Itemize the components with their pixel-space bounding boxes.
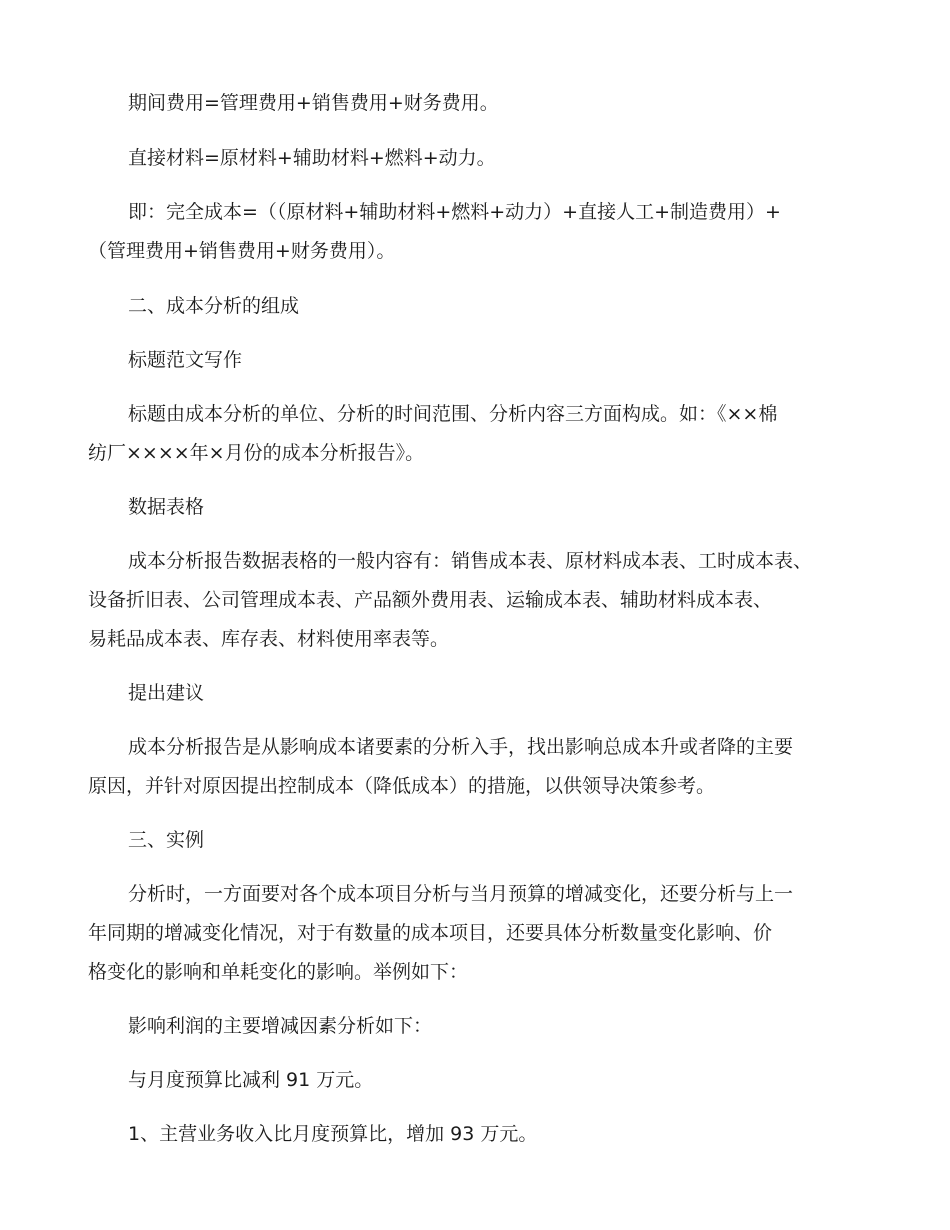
paragraph-title-line-1: 标题由成本分析的单位、分析的时间范围、分析内容三方面构成。如：《××棉 bbox=[128, 403, 778, 425]
subheading-data-tables: 数据表格 bbox=[128, 496, 205, 518]
section-heading-composition: 二、成本分析的组成 bbox=[128, 295, 300, 317]
paragraph-budget-comparison: 与月度预算比减利 91 万元。 bbox=[128, 1069, 374, 1091]
formula-direct-material: 直接材料=原材料+辅助材料+燃料+动力。 bbox=[128, 147, 496, 169]
paragraph-profit-factors: 影响利润的主要增减因素分析如下： bbox=[128, 1015, 433, 1037]
paragraph-suggestions-line-1: 成本分析报告是从影响成本诸要素的分析入手，找出影响总成本升或者降的主要 bbox=[128, 736, 794, 758]
paragraph-tables-line-3: 易耗品成本表、库存表、材料使用率表等。 bbox=[88, 628, 450, 650]
paragraph-analysis-line-3: 格变化的影响和单耗变化的影响。举例如下： bbox=[88, 961, 469, 983]
subheading-suggestions: 提出建议 bbox=[128, 682, 205, 704]
paragraph-revenue-item: 1、主营业务收入比月度预算比，增加 93 万元。 bbox=[128, 1123, 538, 1145]
paragraph-tables-line-2: 设备折旧表、公司管理成本表、产品额外费用表、运输成本表、辅助材料成本表、 bbox=[88, 589, 773, 611]
section-heading-example: 三、实例 bbox=[128, 829, 205, 851]
formula-full-cost-line-2: （管理费用+销售费用+财务费用）。 bbox=[88, 240, 396, 262]
subheading-title-writing: 标题范文写作 bbox=[128, 349, 243, 371]
formula-full-cost-line-1: 即：完全成本=（（原材料+辅助材料+燃料+动力）+直接人工+制造费用）+ bbox=[128, 201, 781, 223]
formula-period-expense: 期间费用=管理费用+销售费用+财务费用。 bbox=[128, 92, 499, 114]
paragraph-tables-line-1: 成本分析报告数据表格的一般内容有：销售成本表、原材料成本表、工时成本表、 bbox=[128, 550, 813, 572]
paragraph-analysis-line-1: 分析时，一方面要对各个成本项目分析与当月预算的增减变化，还要分析与上一 bbox=[128, 883, 794, 905]
paragraph-suggestions-line-2: 原因，并针对原因提出控制成本（降低成本）的措施，以供领导决策参考。 bbox=[88, 775, 716, 797]
paragraph-analysis-line-2: 年同期的增减变化情况，对于有数量的成本项目，还要具体分析数量变化影响、价 bbox=[88, 922, 773, 944]
paragraph-title-line-2: 纺厂××××年×月份的成本分析报告》。 bbox=[88, 442, 425, 464]
